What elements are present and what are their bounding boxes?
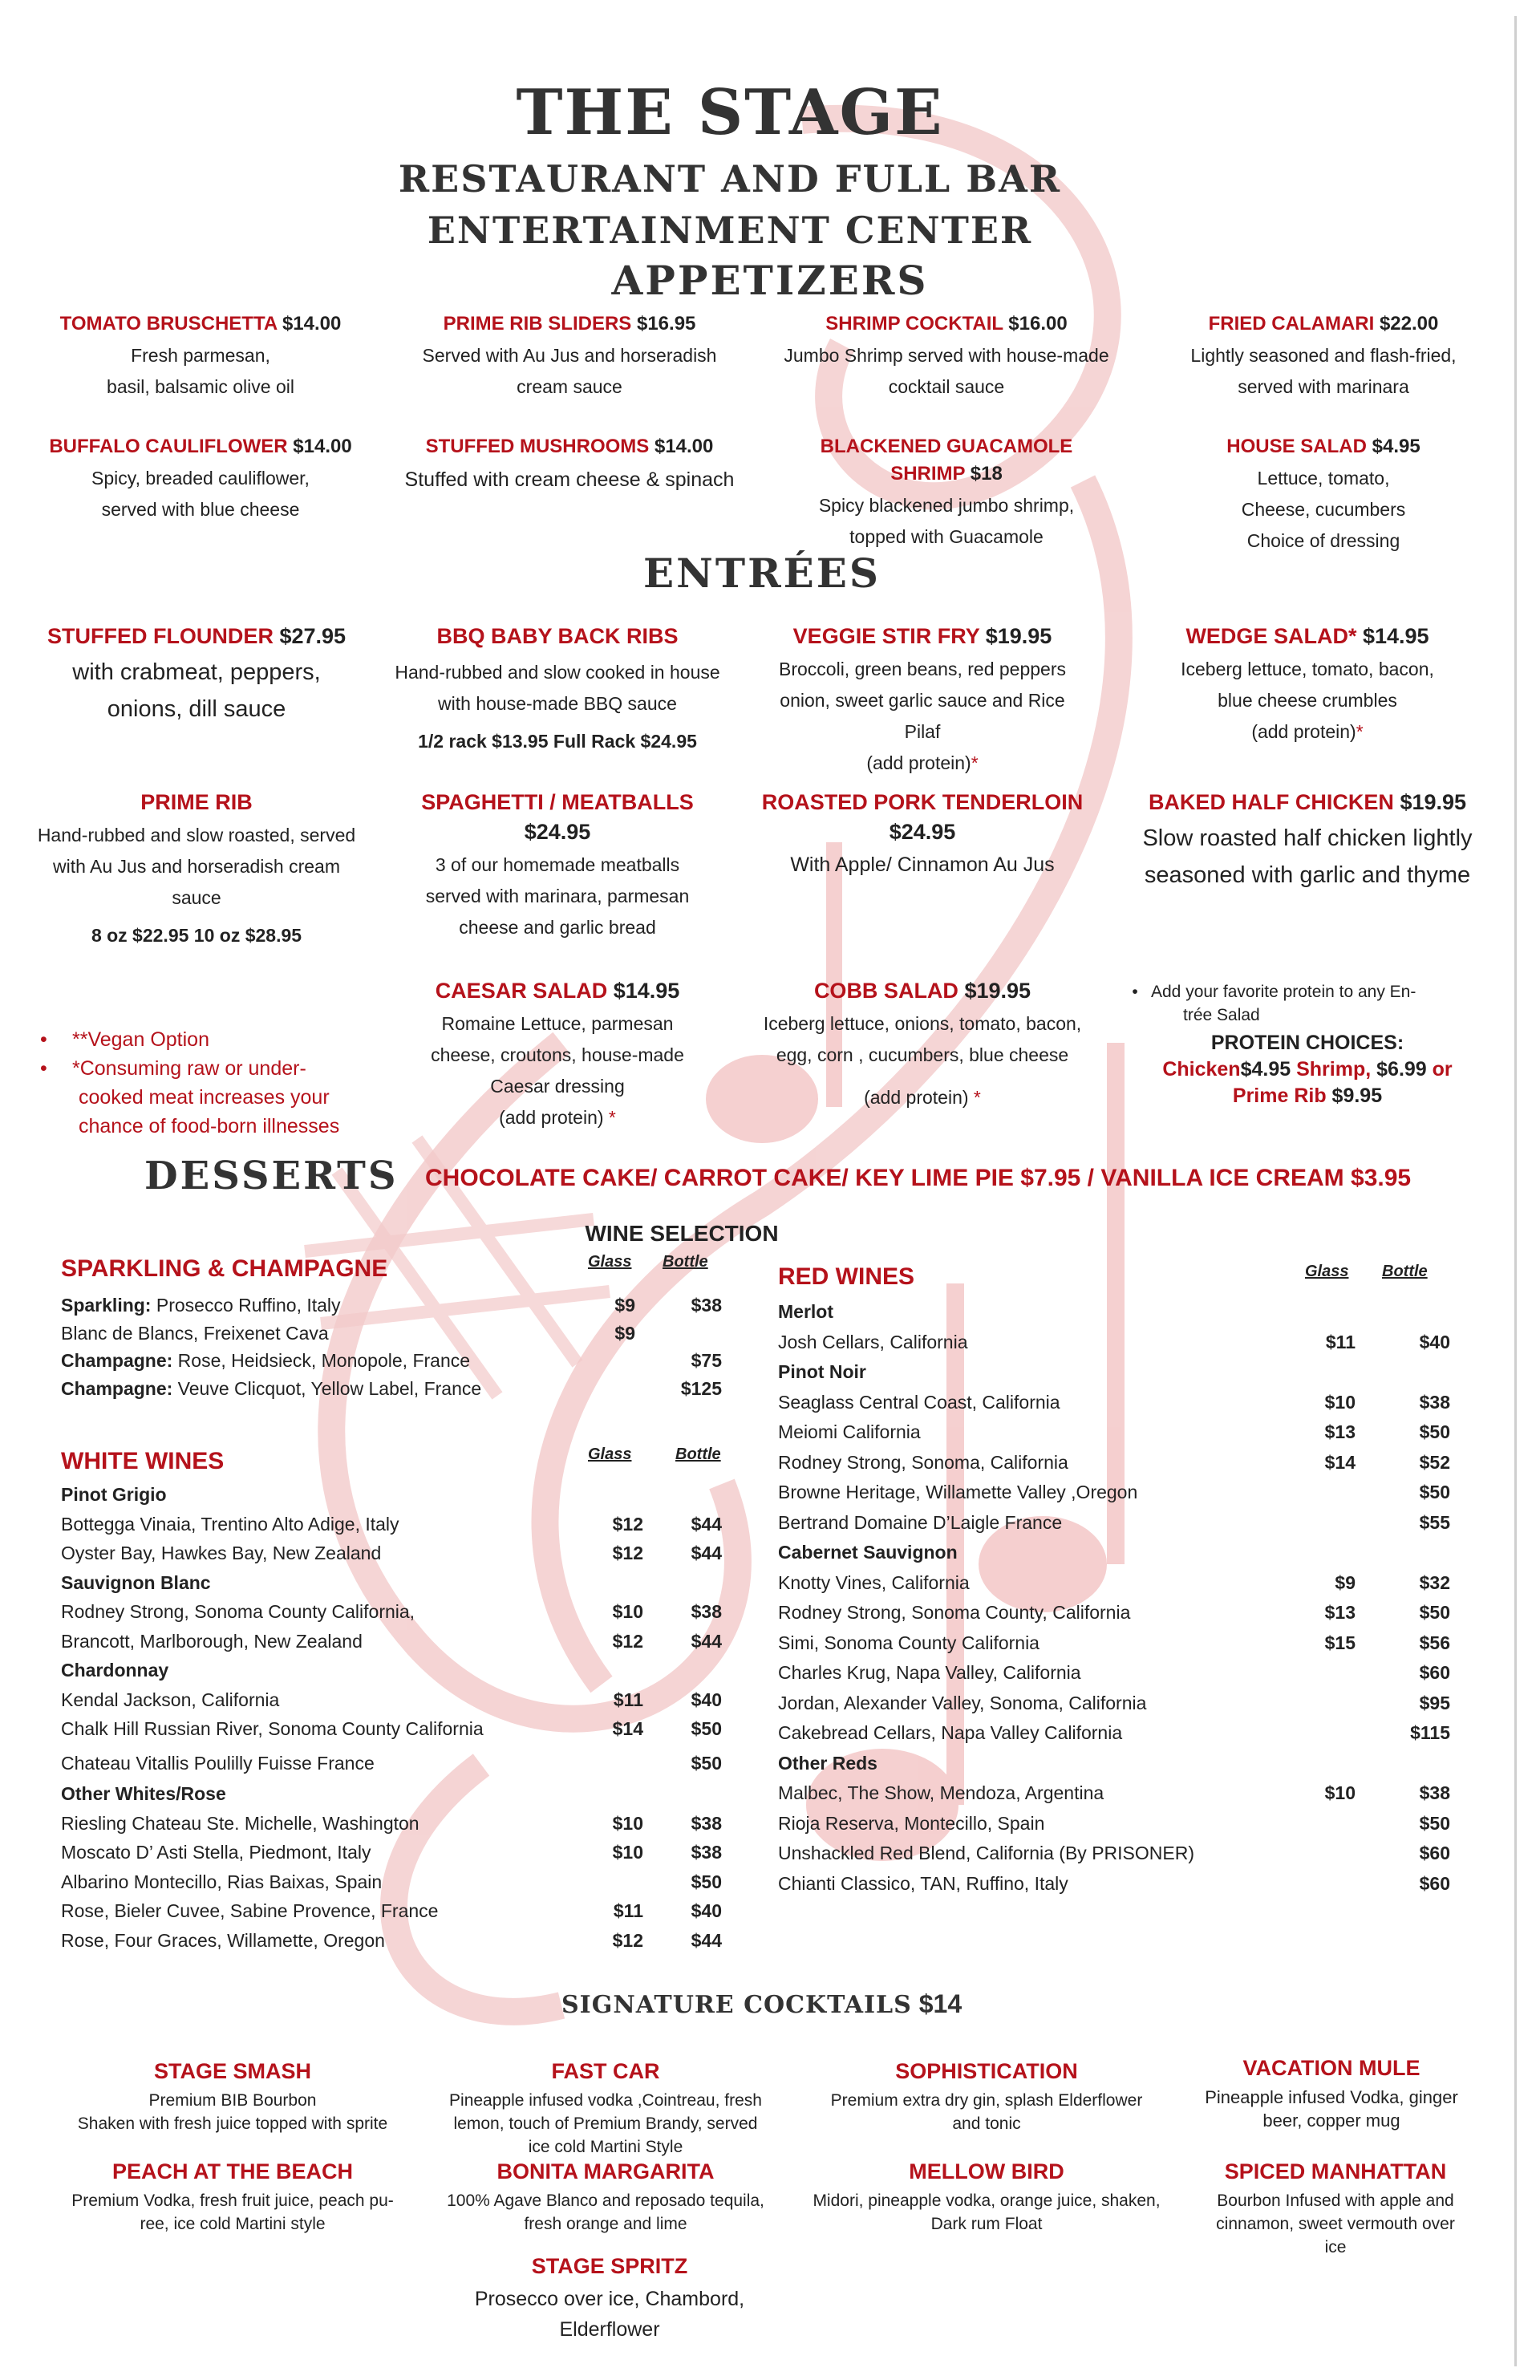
bottle-col-header: Bottle <box>675 1445 721 1463</box>
wine-name: Albarino Montecillo, Rias Baixas, Spain <box>61 1871 383 1892</box>
item-desc: Jumbo Shrimp served with house-made <box>784 345 1109 366</box>
wine-bottle-price: $38 <box>691 1601 722 1622</box>
item-name: TOMATO BRUSCHETTA <box>59 313 278 334</box>
wine-bottle-price: $44 <box>691 1929 722 1951</box>
item-price: $14.00 <box>654 436 714 457</box>
wine-glass-price: $13 <box>1324 1421 1356 1442</box>
wine-glass-price: $15 <box>1324 1632 1356 1653</box>
wine-glass-price: $9 <box>614 1322 635 1344</box>
item-price: $14.00 <box>282 313 342 334</box>
cocktail-item <box>449 2254 770 2345</box>
wine-bottle-price: $50 <box>1419 1812 1450 1834</box>
cocktail-name: FAST CAR <box>551 2059 660 2083</box>
wine-name: Rose, Four Graces, Willamette, Oregon <box>61 1929 385 1951</box>
cocktail-desc: lemon, touch of Premium Brandy, served <box>453 2114 758 2133</box>
item-price: $24.95 <box>524 820 591 844</box>
wine-name: Rodney Strong, Sonoma County, California <box>778 1602 1131 1623</box>
item-desc: Lightly seasoned and flash-fried, <box>1190 345 1457 366</box>
item-desc: Cheese, cucumbers <box>1241 499 1406 520</box>
wine-bottle-price: $75 <box>691 1350 722 1371</box>
item-price: $14.95 <box>1362 624 1429 648</box>
menu-item <box>754 313 1139 403</box>
red-heading: RED WINES <box>778 1263 915 1290</box>
item-price: $14.95 <box>613 979 680 1003</box>
item-desc: with house-made BBQ sauce <box>438 693 677 714</box>
wine-bottle-price: $32 <box>1419 1571 1450 1593</box>
item-name-cont: SHRIMP <box>890 463 966 485</box>
item-desc: Iceberg lettuce, onions, tomato, bacon, <box>763 1013 1082 1034</box>
item-desc: cheese, croutons, house-made <box>431 1044 684 1065</box>
cocktail-desc: Premium extra dry gin, splash Elderflower <box>830 2091 1143 2110</box>
item-desc: Caesar dressing <box>490 1076 625 1097</box>
item-name: STUFFED FLOUNDER <box>47 624 274 648</box>
item-desc: basil, balsamic olive oil <box>107 376 294 397</box>
menu-item <box>1115 624 1500 748</box>
wine-heading: WINE SELECTION <box>585 1221 779 1246</box>
cocktail-desc: fresh orange and lime <box>524 2215 687 2233</box>
wine-bottle-price: $95 <box>1419 1692 1450 1713</box>
desserts-list: CHOCOLATE CAKE/ CARROT CAKE/ KEY LIME PIE $7.95 / VANILLA ICE CREAM $3.95 <box>425 1165 1412 1191</box>
wine-bottle-price: $44 <box>691 1630 722 1652</box>
cocktails-title: SIGNATURE COCKTAILS <box>561 1991 912 2019</box>
cocktail-item <box>417 2159 794 2236</box>
cocktail-name: STAGE SMASH <box>153 2059 311 2083</box>
cocktail-desc: Shaken with fresh juice topped with sprite <box>77 2114 388 2133</box>
cocktail-name: BONITA MARGARITA <box>496 2159 715 2183</box>
menu-item <box>385 313 754 403</box>
cocktail-desc: Midori, pineapple vodka, orange juice, shaken, <box>813 2191 1161 2210</box>
item-name: ROASTED PORK TENDERLOIN <box>761 790 1084 814</box>
wine-name: Rose, Heidsieck, Monopole, France <box>172 1350 471 1371</box>
page-edge-rule <box>1514 16 1517 2366</box>
protein-shrimp: Shrimp, <box>1296 1058 1372 1081</box>
item-desc: Broccoli, green beans, red peppers <box>779 659 1066 679</box>
wine-glass-price: $12 <box>612 1543 643 1563</box>
wine-bottle-price: $44 <box>691 1543 722 1563</box>
item-name: BBQ BABY BACK RIBS <box>436 624 679 648</box>
wine-name: Chianti Classico, TAN, Ruffino, Italy <box>778 1872 1068 1894</box>
raw-warning: cooked meat increases your <box>79 1086 330 1109</box>
wine-bottle-price: $52 <box>1419 1451 1450 1473</box>
wine-name: Cakebread Cellars, Napa Valley California <box>778 1722 1123 1743</box>
item-price: $4.95 <box>1372 436 1420 457</box>
cocktail-desc: Premium Vodka, fresh fruit juice, peach pu- <box>71 2191 394 2210</box>
item-name: PRIME RIB SLIDERS <box>443 313 632 334</box>
wine-bottle-price: $60 <box>1419 1662 1450 1683</box>
glass-col-header: Glass <box>588 1253 632 1271</box>
vegan-note: **Vegan Option <box>72 1028 209 1051</box>
cocktail-desc: beer, copper mug <box>1262 2110 1400 2131</box>
wine-name: Rioja Reserva, Montecillo, Spain <box>778 1812 1045 1834</box>
wine-name: Simi, Sonoma County California <box>778 1632 1040 1653</box>
wine-name: Rodney Strong, Sonoma County California, <box>61 1601 415 1622</box>
cocktail-name: SOPHISTICATION <box>895 2059 1078 2083</box>
item-name: SPAGHETTI / MEATBALLS <box>421 790 694 814</box>
cocktail-desc: ice cold Martini Style <box>528 2138 683 2156</box>
cocktail-desc: Dark rum Float <box>930 2215 1043 2233</box>
item-name: PRIME RIB <box>140 790 253 814</box>
wine-bottle-price: $50 <box>1419 1421 1450 1442</box>
item-desc: topped with Guacamole <box>849 526 1044 547</box>
protein-choices <box>1119 980 1496 1108</box>
wine-glass-price: $10 <box>612 1812 643 1834</box>
wine-name: Rodney Strong, Sonoma, California <box>778 1451 1068 1473</box>
note-asterisk: * <box>608 1107 616 1128</box>
wine-glass-price: $10 <box>612 1601 643 1622</box>
menu-notices <box>40 1025 377 1141</box>
wine-name: Knotty Vines, California <box>778 1571 970 1593</box>
raw-warning: chance of food-born illnesses <box>79 1115 340 1137</box>
protein-price: $6.99 <box>1376 1058 1427 1081</box>
item-desc: served with marinara, parmesan <box>425 886 690 906</box>
item-desc: seasoned with garlic and thyme <box>1144 862 1471 888</box>
wine-bottle-price: $40 <box>691 1689 722 1710</box>
wine-category: Pinot Noir <box>778 1361 866 1382</box>
item-name: CAESAR SALAD <box>435 979 608 1003</box>
wine-bottle-price: $50 <box>691 1752 722 1774</box>
wine-bottle-price: $40 <box>691 1900 722 1921</box>
item-desc: With Apple/ Cinnamon Au Jus <box>790 853 1055 876</box>
wine-name: Kendal Jackson, California <box>61 1689 280 1710</box>
item-price: $16.95 <box>636 313 696 334</box>
wine-name: Chalk Hill Russian River, Sonoma County California <box>61 1718 484 1739</box>
wine-name: Brancott, Marlborough, New Zealand <box>61 1630 363 1652</box>
item-name: STUFFED MUSHROOMS <box>425 436 650 457</box>
item-desc: Romaine Lettuce, parmesan <box>441 1013 674 1034</box>
item-name: BAKED HALF CHICKEN <box>1148 790 1394 814</box>
menu-item <box>1103 790 1512 894</box>
raw-warning: *Consuming raw or under- <box>72 1057 306 1080</box>
wine-glass-price: $10 <box>612 1842 643 1863</box>
item-desc: Pilaf <box>904 721 941 742</box>
menu-item <box>16 436 385 525</box>
glass-col-header: Glass <box>1305 1263 1349 1280</box>
wine-bottle-price: $56 <box>1419 1632 1450 1653</box>
wine-category: Pinot Grigio <box>61 1484 167 1505</box>
wine-category: Chardonnay <box>61 1660 169 1681</box>
wine-glass-price: $13 <box>1324 1602 1356 1623</box>
wine-glass-price: $10 <box>1324 1782 1356 1803</box>
item-price: $14.00 <box>293 436 352 457</box>
wine-row <box>61 1350 470 1372</box>
wine-label: Champagne: <box>61 1350 173 1371</box>
item-desc: onions, dill sauce <box>107 696 286 722</box>
wine-name: Meiomi California <box>778 1421 921 1442</box>
protein-heading: PROTEIN CHOICES: <box>1210 1032 1404 1054</box>
wine-bottle-price: $50 <box>691 1718 722 1739</box>
item-desc: cheese and garlic bread <box>459 917 656 938</box>
menu-item <box>1139 313 1508 403</box>
item-name: HOUSE SALAD <box>1226 436 1367 457</box>
wine-name: Prosecco Ruffino, Italy <box>151 1295 341 1316</box>
protein-price: $4.95 <box>1240 1058 1291 1081</box>
wine-glass-price: $10 <box>1324 1391 1356 1413</box>
menu-item <box>385 436 754 496</box>
item-desc: Spicy blackened jumbo shrimp, <box>818 495 1075 516</box>
item-price: $18 <box>970 463 1003 485</box>
menu-item <box>734 624 1111 779</box>
bullet: • <box>40 1057 47 1080</box>
item-desc: Spicy, breaded cauliflower, <box>91 468 310 489</box>
restaurant-subtitle: RESTAURANT AND FULL BAR <box>398 157 1062 201</box>
protein-chicken: Chicken <box>1162 1058 1241 1081</box>
item-name: SHRIMP COCKTAIL <box>825 313 1003 334</box>
item-name: BLACKENED GUACAMOLE <box>820 436 1073 457</box>
wine-name: Veuve Clicquot, Yellow Label, France <box>172 1377 482 1399</box>
item-name: COBB SALAD <box>813 979 958 1003</box>
item-desc: served with marinara <box>1238 376 1409 397</box>
wine-name: Browne Heritage, Willamette Valley ,Oregon <box>778 1482 1138 1502</box>
wine-glass-price: $9 <box>614 1295 635 1316</box>
item-desc: blue cheese crumbles <box>1218 690 1397 711</box>
wine-bottle-price: $60 <box>1419 1843 1450 1863</box>
wine-name: Moscato D’ Asti Stella, Piedmont, Italy <box>61 1842 371 1863</box>
wine-glass-price: $11 <box>1325 1331 1356 1352</box>
wine-name: Chateau Vitallis Poulilly Fuisse France <box>61 1752 375 1774</box>
wine-category: Other Reds <box>778 1752 877 1774</box>
cocktail-item <box>1163 2159 1508 2259</box>
item-desc: cream sauce <box>517 376 622 397</box>
protein-primerib: Prime Rib <box>1232 1085 1327 1107</box>
item-desc: Fresh parmesan, <box>131 345 270 366</box>
wine-category: Cabernet Sauvignon <box>778 1542 958 1563</box>
item-name: BUFFALO CAULIFLOWER <box>49 436 288 457</box>
item-price: $16.00 <box>1008 313 1068 334</box>
wine-name: Bottegga Vinaia, Trentino Alto Adige, Italy <box>61 1513 399 1535</box>
cocktail-desc: cinnamon, sweet vermouth over <box>1216 2215 1455 2233</box>
item-sizes: 8 oz $22.95 10 oz $28.95 <box>91 925 302 946</box>
cocktail-item <box>417 2059 794 2159</box>
cocktail-desc: Pineapple infused vodka ,Cointreau, fresh <box>449 2091 762 2110</box>
bullet: • <box>1132 983 1138 1001</box>
wine-bottle-price: $50 <box>1419 1482 1450 1502</box>
entrees-heading: ENTRÉES <box>643 549 881 597</box>
bullet: • <box>40 1028 47 1051</box>
item-desc: Choice of dressing <box>1246 530 1400 551</box>
item-desc: with crabmeat, peppers, <box>72 659 321 685</box>
cocktail-desc: Pineapple infused Vodka, ginger <box>1205 2087 1458 2107</box>
wine-glass-price: $14 <box>1324 1451 1356 1473</box>
cocktail-desc: Prosecco over ice, Chambord, <box>474 2288 745 2310</box>
cocktail-desc: and tonic <box>952 2114 1021 2133</box>
wine-bottle-price: $44 <box>691 1513 722 1535</box>
item-desc: egg, corn , cucumbers, blue cheese <box>776 1044 1069 1065</box>
wine-name: Unshackled Red Blend, California (By PRISONER) <box>778 1843 1194 1863</box>
wine-glass-price: $11 <box>613 1689 643 1710</box>
wine-glass-price: $12 <box>612 1513 643 1535</box>
wine-bottle-price: $50 <box>691 1871 722 1892</box>
wine-glass-price: $11 <box>613 1900 643 1921</box>
wine-name: Bertrand Domaine D’Laigle France <box>778 1511 1063 1533</box>
item-price: $19.95 <box>985 624 1052 648</box>
cocktail-desc: ice <box>1324 2238 1347 2256</box>
cocktail-desc: ree, ice cold Martini style <box>140 2215 326 2233</box>
item-mark: * <box>1348 624 1357 648</box>
item-price: $19.95 <box>964 979 1031 1003</box>
appetizers-heading: APPETIZERS <box>611 257 929 304</box>
wine-bottle-price: $38 <box>691 1842 722 1863</box>
cocktail-name: STAGE SPRITZ <box>531 2254 688 2278</box>
menu-item <box>381 790 734 943</box>
wine-bottle-price: $38 <box>691 1295 722 1316</box>
cocktail-desc: Elderflower <box>559 2318 660 2341</box>
menu-item <box>734 979 1111 1113</box>
cocktail-desc: Premium BIB Bourbon <box>148 2091 317 2110</box>
item-desc: Hand-rubbed and slow cooked in house <box>395 662 720 683</box>
desserts-heading: DESSERTS <box>144 1154 399 1198</box>
bottle-col-header: Bottle <box>663 1253 708 1271</box>
protein-note: trée Salad <box>1183 1006 1260 1024</box>
item-desc: Stuffed with cream cheese & spinach <box>404 468 735 491</box>
cocktail-item <box>48 2159 417 2236</box>
sparkling-heading: SPARKLING & CHAMPAGNE <box>61 1255 388 1282</box>
cocktail-item <box>790 2159 1183 2236</box>
item-desc: Iceberg lettuce, tomato, bacon, <box>1181 659 1434 679</box>
restaurant-subtitle-2: ENTERTAINMENT CENTER <box>427 209 1033 252</box>
menu-item <box>16 313 385 403</box>
add-protein-note: (add protein) <box>499 1107 604 1128</box>
note-asterisk: * <box>973 1087 981 1108</box>
menu-item <box>8 790 385 951</box>
note-asterisk: * <box>971 752 979 773</box>
cocktail-item <box>798 2059 1175 2135</box>
wine-bottle-price: $50 <box>1419 1602 1450 1623</box>
cocktail-desc: Bourbon Infused with apple and <box>1217 2191 1454 2210</box>
wine-name: Malbec, The Show, Mendoza, Argentina <box>778 1782 1104 1803</box>
wine-name: Josh Cellars, California <box>778 1331 968 1352</box>
cocktails-price: $14 <box>918 1989 962 2018</box>
item-desc: cocktail sauce <box>888 376 1005 397</box>
wine-label: Champagne: <box>61 1377 173 1399</box>
item-price: $24.95 <box>889 820 956 844</box>
menu-item <box>1139 436 1508 557</box>
menu-item <box>8 624 385 728</box>
cocktail-name: MELLOW BIRD <box>909 2159 1064 2183</box>
wine-category: Sauvignon Blanc <box>61 1571 211 1593</box>
item-desc: served with blue cheese <box>101 499 300 520</box>
item-desc: onion, sweet garlic sauce and Rice <box>780 690 1065 711</box>
menu-item <box>754 436 1139 553</box>
wine-name: Riesling Chateau Ste. Michelle, Washington <box>61 1812 419 1834</box>
wine-name: Charles Krug, Napa Valley, California <box>778 1662 1081 1683</box>
wine-category: Other Whites/Rose <box>61 1783 226 1804</box>
menu-item <box>734 790 1111 881</box>
add-protein-note: (add protein) <box>1251 721 1356 742</box>
wine-bottle-price: $38 <box>1419 1782 1450 1803</box>
cocktail-name: SPICED MANHATTAN <box>1224 2159 1447 2183</box>
item-desc: Served with Au Jus and horseradish <box>422 345 717 366</box>
wine-bottle-price: $55 <box>1419 1511 1450 1533</box>
item-price: $27.95 <box>279 624 346 648</box>
cocktail-item <box>48 2059 417 2135</box>
wine-label: Sparkling: <box>61 1295 152 1316</box>
note-asterisk: * <box>1356 721 1364 742</box>
wine-name: Jordan, Alexander Valley, Sonoma, California <box>778 1692 1147 1713</box>
cocktail-name: VACATION MULE <box>1242 2056 1420 2080</box>
menu-item <box>381 624 734 757</box>
item-name: FRIED CALAMARI <box>1208 313 1375 334</box>
restaurant-title: THE STAGE <box>516 76 944 149</box>
item-desc: Hand-rubbed and slow roasted, served <box>37 825 356 845</box>
item-sizes: 1/2 rack $13.95 Full Rack $24.95 <box>418 731 697 752</box>
item-price: $19.95 <box>1400 790 1467 814</box>
item-desc: Slow roasted half chicken lightly <box>1142 825 1473 851</box>
wine-bottle-price: $40 <box>1419 1331 1450 1352</box>
wine-bottle-price: $38 <box>691 1812 722 1834</box>
protein-price: $9.95 <box>1331 1085 1383 1107</box>
wine-bottle-price: $125 <box>680 1377 722 1399</box>
wine-glass-price: $12 <box>612 1929 643 1951</box>
item-desc: sauce <box>172 887 221 908</box>
item-desc: 3 of our homemade meatballs <box>435 854 680 875</box>
wine-name: Oyster Bay, Hawkes Bay, New Zealand <box>61 1543 382 1563</box>
wine-row <box>61 1378 481 1400</box>
wine-glass-price: $14 <box>612 1718 643 1739</box>
item-desc: with Au Jus and horseradish cream <box>53 856 340 877</box>
cocktail-name: PEACH AT THE BEACH <box>111 2159 353 2183</box>
protein-note: Add your favorite protein to any En- <box>1151 983 1416 1001</box>
wine-name: Blanc de Blancs, Freixenet Cava <box>61 1322 329 1344</box>
wine-bottle-price: $38 <box>1419 1391 1450 1413</box>
wine-category: Merlot <box>778 1301 833 1322</box>
bottle-col-header: Bottle <box>1382 1263 1428 1280</box>
cocktail-item <box>1155 2056 1508 2132</box>
item-name: VEGGIE STIR FRY <box>792 624 980 648</box>
wine-name: Seaglass Central Coast, California <box>778 1391 1060 1413</box>
add-protein-note: (add protein) <box>864 1087 969 1108</box>
wine-name: Rose, Bieler Cuvee, Sabine Provence, France <box>61 1900 439 1921</box>
white-heading: WHITE WINES <box>61 1448 225 1474</box>
add-protein-note: (add protein) <box>866 752 971 773</box>
item-name: WEDGE SALAD <box>1185 624 1348 648</box>
cocktails-heading <box>561 1989 962 2019</box>
item-desc: Lettuce, tomato, <box>1257 468 1390 489</box>
wine-glass-price: $12 <box>612 1630 643 1652</box>
menu-item <box>381 979 734 1133</box>
wine-bottle-price: $115 <box>1410 1722 1450 1743</box>
wine-bottle-price: $60 <box>1419 1872 1450 1894</box>
wine-glass-price: $9 <box>1335 1571 1356 1593</box>
cocktail-desc: 100% Agave Blanco and reposado tequila, <box>447 2191 764 2210</box>
glass-col-header: Glass <box>588 1445 632 1463</box>
wine-row <box>61 1295 341 1316</box>
item-price: $22.00 <box>1379 313 1439 334</box>
protein-or: or <box>1432 1058 1453 1081</box>
